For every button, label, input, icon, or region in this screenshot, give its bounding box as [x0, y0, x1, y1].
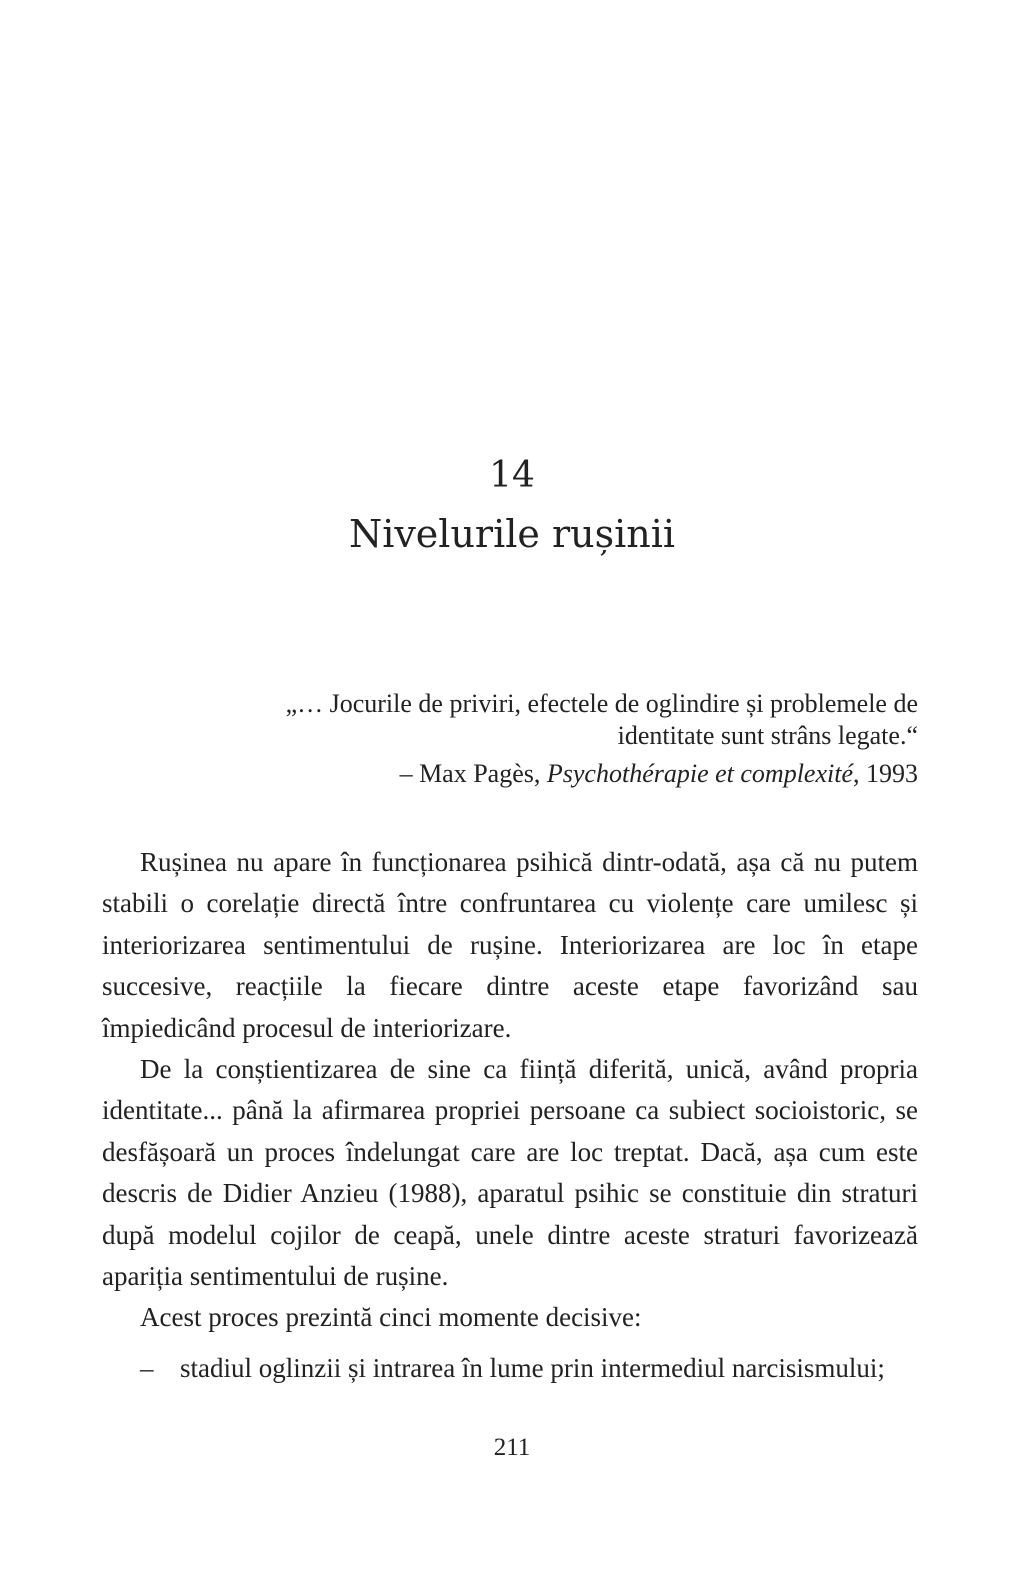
paragraph-3: Acest proces prezintă cinci momente decisive: — [140, 1302, 642, 1333]
attribution-author: – Max Pagès, — [399, 759, 547, 788]
epigraph-quote: „… Jocurile de priviri, efectele de oglindire și problemele de identitate sunt strâns legate.“ — [285, 689, 918, 750]
body-text — [102, 842, 918, 1389]
list-dash: – — [140, 1352, 154, 1383]
moments-list — [102, 1348, 918, 1389]
list-item — [102, 1348, 918, 1389]
epigraph-attribution — [218, 758, 918, 790]
page-number: 211 — [493, 1434, 531, 1461]
epigraph — [218, 688, 918, 790]
chapter-title: Nivelurile rușinii — [348, 512, 676, 556]
paragraph-2: De la conștientizarea de sine ca ființă diferită, unică, având propria identitate... până la afirmarea propriei persoane ca subiect socioistoric, se desfășoară un proces îndelungat care are loc treptat. Dacă, așa cum este descris de Didier Anzieu (1988), aparatul psihic se constituie din straturi după modelul cojilor de ceapă, unele dintre aceste straturi favorizează apariția sentimentului de rușine. — [102, 1054, 918, 1292]
attribution-year: , 1993 — [853, 759, 918, 788]
paragraph-1: Rușinea nu apare în funcționarea psihică dintr-odată, așa că nu putem stabili o corelație directă între confruntarea cu violențe care umilesc și interiorizarea sentimentului de rușine. Interiorizarea are loc în etape succesive, reacțiile la fiecare dintre aceste etape favorizând sau împiedicând procesul de interiorizare. — [102, 847, 918, 1043]
chapter-number: 14 — [489, 455, 535, 496]
attribution-work: Psychothérapie et complexité — [546, 759, 853, 788]
list-item-text: stadiul oglinzii și intrarea în lume prin intermediul narcisismului; — [180, 1352, 885, 1383]
